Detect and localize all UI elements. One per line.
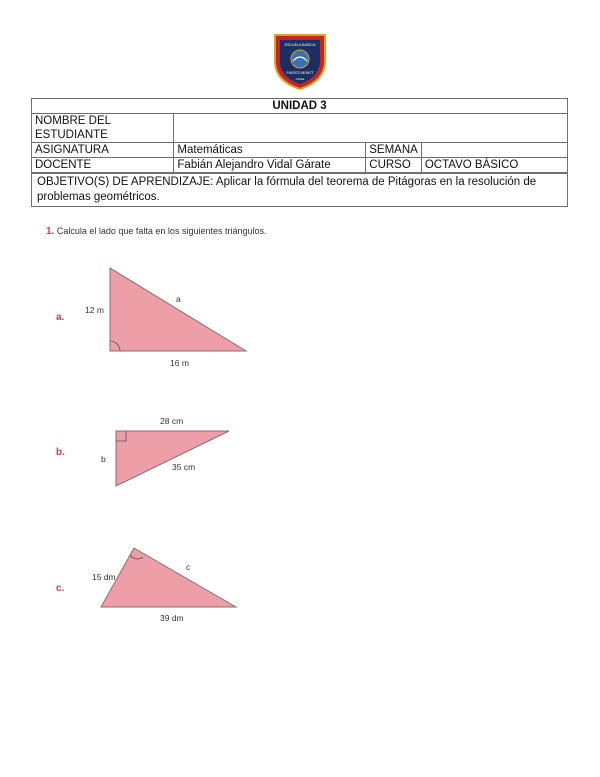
teacher-value: Fabián Alejandro Vidal Gárate: [174, 158, 366, 173]
item-a-unknown: a: [176, 294, 181, 304]
triangle-b: [56, 416, 229, 486]
objective-box: OBJETIVO(S) DE APRENDIZAJE: Aplicar la fórmula del teorema de Pitágoras en la resolución de problemas geométricos.: [31, 173, 568, 207]
item-c-side-2: 39 dm: [160, 613, 184, 623]
item-b-unknown: b: [101, 454, 106, 464]
logo-small-text: CHILE: [295, 77, 305, 81]
item-a-side-1: 12 m: [85, 305, 104, 315]
exercise-text: Calcula el lado que falta en los siguientes triángulos.: [56, 226, 267, 236]
item-b-letter: b.: [56, 447, 65, 458]
item-c-letter: c.: [56, 583, 65, 594]
subject-value: Matemáticas: [174, 143, 366, 158]
item-a-side-2: 16 m: [170, 358, 189, 368]
unit-title: UNIDAD 3: [32, 99, 568, 114]
student-label: NOMBRE DEL ESTUDIANTE: [32, 114, 174, 143]
logo-bottom-text: PUERTO MONTT: [286, 71, 314, 75]
course-label: CURSO: [366, 158, 422, 173]
item-b-side-2: 35 cm: [172, 462, 196, 472]
item-c-unknown: c: [186, 562, 191, 572]
item-b-side-1: 28 cm: [160, 416, 184, 426]
teacher-label: DOCENTE: [32, 158, 174, 173]
logo-top-text: ESCUELA BÁSICA: [284, 43, 316, 47]
item-c-side-1: 15 dm: [92, 572, 116, 582]
exercise-number: 1.: [46, 226, 55, 237]
item-a-letter: a.: [56, 312, 65, 323]
course-value: OCTAVO BÁSICO: [421, 158, 567, 173]
triangle-a: [56, 268, 246, 368]
subject-label: ASIGNATURA: [32, 143, 174, 158]
week-label: SEMANA: [366, 143, 422, 158]
triangle-c: [56, 548, 236, 623]
